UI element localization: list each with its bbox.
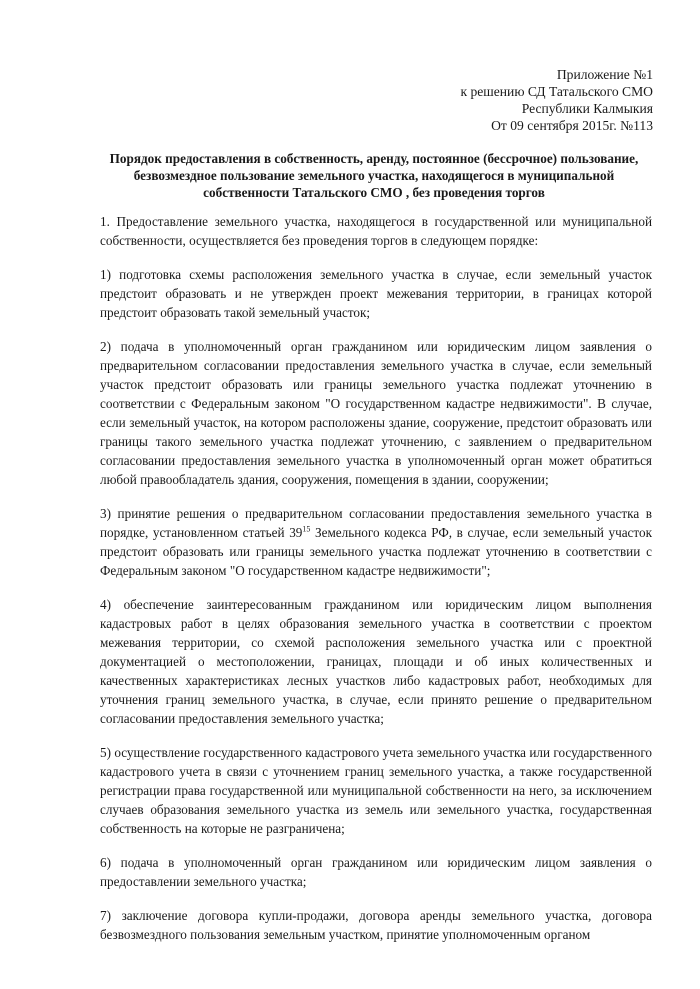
appendix-block [460,66,653,134]
paragraph-item-5: 5) осуществление государственного кадастрового учета земельного участка или государственного кадастрового учета в связи с уточнением границ земельного участка, а также государственной регистрации права государственной или муниципальной собственности на него, за исключением случаев образования земельного участка из земель или земельного участка, государственная собственность на которые не разграничена; [100,745,652,836]
paragraph-item-3-text-b: Земельного кодекса РФ, в случае, если земельный участок предстоит образовать или границы земельного участка подлежат уточнению в соответствии с Федеральным законом "О государственном кадастре недвижимости"; [100,525,652,578]
paragraph-item-3 [100,504,652,580]
document-title: Порядок предоставления в собственность, аренду, постоянное (бессрочное) пользование, безвозмездное пользование земельного участка, находящегося в муниципальной собственности Татальского СМО , без проведения торгов [109,151,639,200]
appendix-line-4: От 09 сентября 2015г. №113 [491,118,653,133]
document-body [100,212,652,959]
paragraph-item-7: 7) заключение договора купли-продажи, договора аренды земельного участка, договора безвозмездного пользования земельным участком, принятие уполномоченным органом [100,908,652,942]
appendix-line-3: Республики Калмыкия [521,101,653,116]
paragraph-item-4: 4) обеспечение заинтересованным гражданином или юридическим лицом выполнения кадастровых работ в целях образования земельного участка в соответствии с проектом межевания территории, со схемой расположения земельного участка или с проектной документацией о местоположении, границах, площади и об иных количественных и качественных характеристиках лесных участков либо кадастровых работ, необходимых для уточнения границ земельного участка, в случае, если принято решение о предварительном согласовании предоставления земельного участка; [100,597,652,726]
appendix-line-2: к решению СД Татальского СМО [460,84,653,99]
paragraph-item-2: 2) подача в уполномоченный орган гражданином или юридическим лицом заявления о предварительном согласовании предоставления земельного участка в случае, если земельный участок предстоит образовать или границы земельного участка подлежат уточнению в соответствии с Федеральным законом "О государственном кадастре недвижимости". В случае, если земельный участок, на котором расположены здание, сооружение, предстоит образовать или границы такого земельного участка подлежат уточнению, с заявлением о предварительном согласовании предоставления земельного участка в уполномоченный орган может обратиться любой правообладатель здания, сооружения, помещения в здании, сооружении; [100,339,652,487]
paragraph-intro: 1. Предоставление земельного участка, находящегося в государственной или муниципальной собственности, осуществляется без проведения торгов в следующем порядке: [100,214,652,248]
appendix-line-1: Приложение №1 [556,67,653,82]
paragraph-item-1: 1) подготовка схемы расположения земельного участка в случае, если земельный участок предстоит образовать и не утвержден проект межевания территории, в границах которой предстоит образовать такой земельный участок; [100,267,652,320]
article-superscript: 15 [302,524,311,534]
paragraph-item-3-text-a: 3) принятие решения о предварительном согласовании предоставления земельного участка в порядке, установленном статьей 39 [100,506,652,540]
paragraph-item-6: 6) подача в уполномоченный орган гражданином или юридическим лицом заявления о предоставлении земельного участка; [100,855,652,889]
